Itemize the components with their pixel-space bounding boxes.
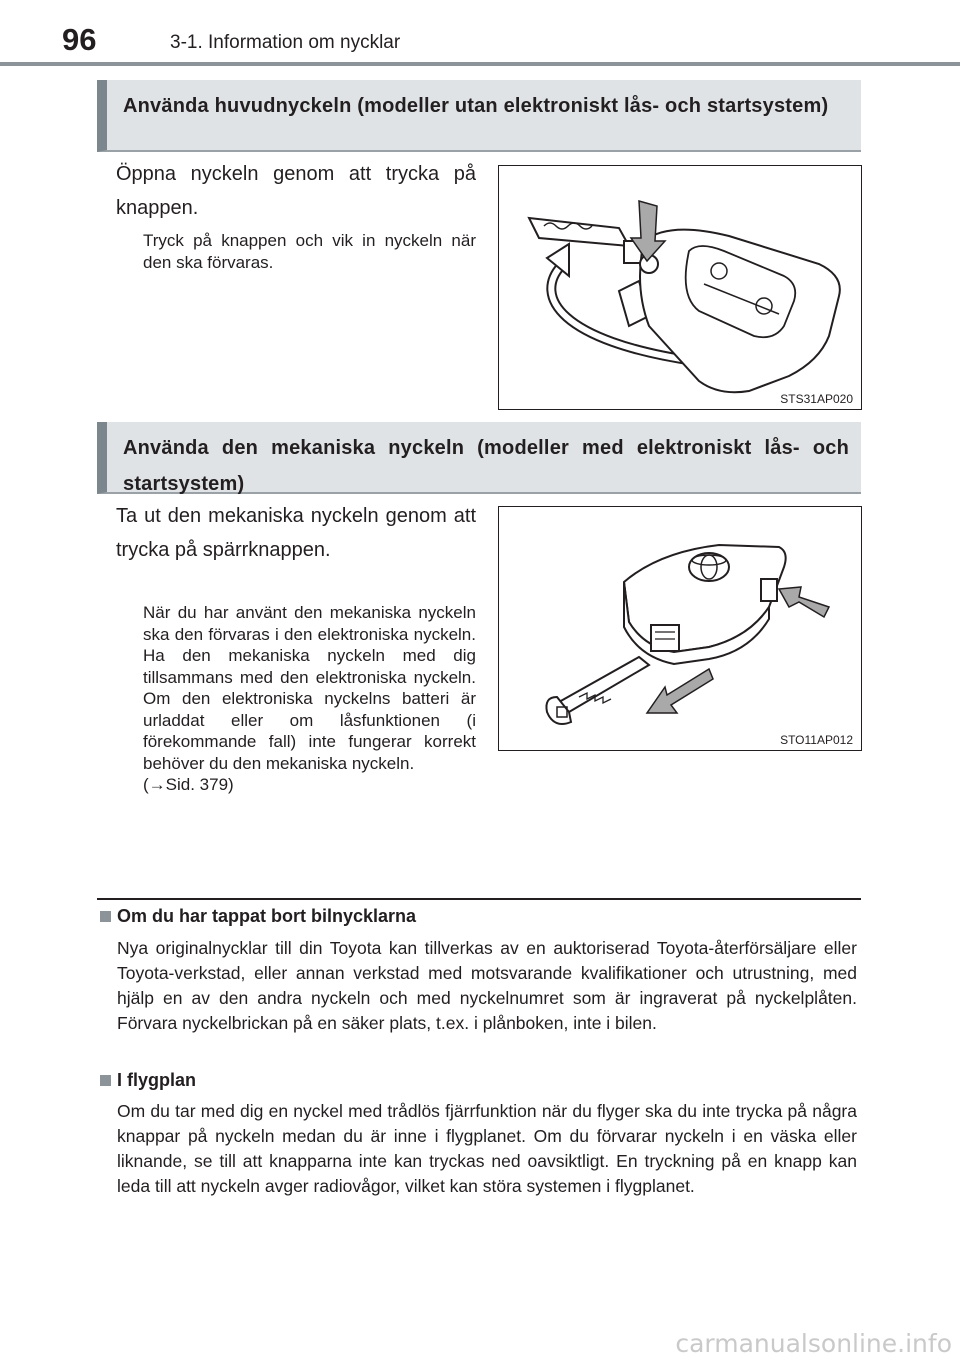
square-bullet-icon xyxy=(100,911,111,922)
note-body-lost-keys: Nya originalnycklar till din Toyota kan tillverkas av en auktoriserad Toyota-återförsäljare eller Toyota-verkstad, eller annan verkstad med motsvarande kvalifikationer och utrustning, med hjälp en av den andra nyckeln och med nyckelnumret som är ingraverat på nyckelplåten. Förvara nyckelbrickan på en säker plats, t.ex. i plånboken, inte i bilen. xyxy=(117,938,857,1033)
note-body-airplane: Om du tar med dig en nyckel med trådlös fjärrfunktion när du flyger ska du inte trycka på några knappar på nyckeln medan du är inne i flygplanet. Om du förvarar nyckeln i en väska eller liknande, se till att knapparna inte kan tryckas ned oavsiktligt. En tryckning på en knapp kan leda till att nyckeln avger radiovågor, vilket kan störa systemen i flygplanet. xyxy=(117,1101,857,1196)
section-heading-mechanical-key xyxy=(97,422,861,494)
note-heading-text: Om du har tappat bort bilnycklarna xyxy=(117,906,417,926)
instruction-remove-key: Ta ut den mekaniska nyckeln genom att trycka på spärrknappen. xyxy=(116,505,476,561)
note-heading-lost-keys xyxy=(100,906,416,927)
figure-code: STO11AP012 xyxy=(780,733,853,747)
notes-divider xyxy=(97,898,861,900)
instruction-open-key: Öppna nyckeln genom att trycka på knappen. xyxy=(116,163,476,219)
watermark: carmanualsonline.info xyxy=(675,1329,952,1358)
figure-smart-key xyxy=(498,506,862,751)
section-title: Använda huvudnyckeln (modeller utan elektroniskt lås- och startsystem) xyxy=(123,95,829,117)
figure-folding-key xyxy=(498,165,862,410)
figure-code: STS31AP020 xyxy=(780,392,853,406)
page-reference: (→Sid. 379) xyxy=(143,775,234,794)
section-title: Använda den mekaniska nyckeln (modeller med elektroniskt lås- och startsystem) xyxy=(123,437,849,495)
instruction-store-key-text: När du har använt den mekaniska nyckeln ska den förvaras i den elektroniska nyckeln. Ha den mekaniska nyckeln med dig tillsammans med den elektroniska nyckeln. Om den elektroniska nyckelns batteri är urladdat eller om låsfunktionen (i förekommande fall) inte fungerar korrekt behöver du den mekaniska nyckeln. xyxy=(143,603,476,773)
note-heading-text: I flygplan xyxy=(117,1070,197,1090)
header-rule xyxy=(0,62,960,66)
folding-key-illustration xyxy=(499,166,860,408)
smart-key-illustration xyxy=(499,507,860,749)
instruction-fold-key: Tryck på knappen och vik in nyckeln när den ska förvaras. xyxy=(143,231,476,272)
instruction-store-key xyxy=(143,602,476,796)
square-bullet-icon xyxy=(100,1075,111,1086)
chapter-title: 3-1. Information om nycklar xyxy=(170,32,401,53)
page-number: 96 xyxy=(62,22,97,57)
note-heading-airplane xyxy=(100,1070,196,1091)
section-heading-main-key xyxy=(97,80,861,152)
